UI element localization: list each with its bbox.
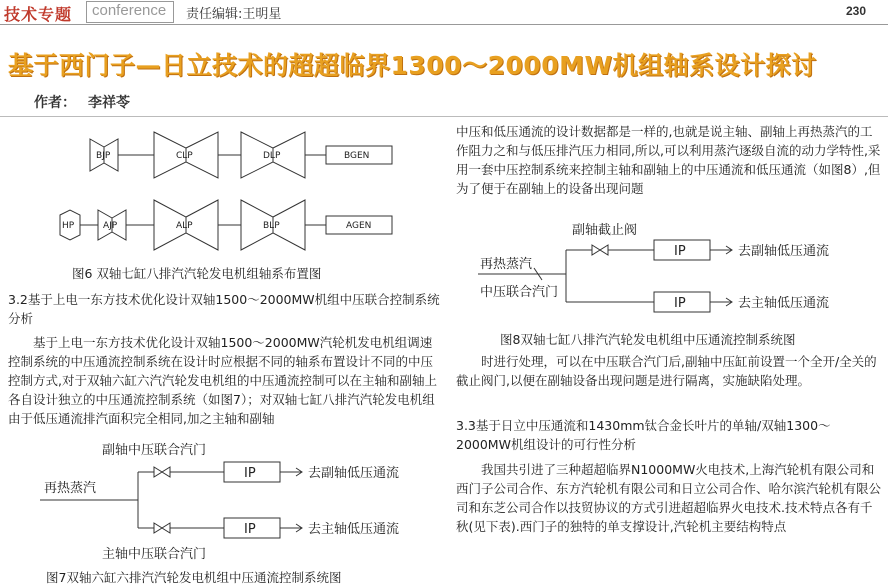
fig8-out2: 去主轴低压通流 xyxy=(738,296,830,311)
fig8-cutoff-valve xyxy=(592,245,600,255)
hp-label: HP xyxy=(62,221,75,231)
figure-8-ip-control xyxy=(474,220,884,328)
section-tag: 技术专题 xyxy=(4,5,73,24)
fig7-bottom-label: 主轴中压联合汽门 xyxy=(102,547,207,562)
section-3-3-body: 我国共引进了三种超超临界N1000MW火电技术,上海汽轮机有限公司和西门子公司合作、东方汽轮机有限公司和日立公司合作、哈尔滨汽轮机有限公司和东芝公司合作以技贸协议的方式引进超超临界火电技术.技术特点各有千秋(见下表).西门子的独特的单支撑设计,汽轮机主要结构特点 xyxy=(456,462,882,534)
right-column-para-2: 时进行处理，可以在中压联合汽门后,副轴中压缸前设置一个全开/全关的截止阀门,以便在副轴设备出现问题是进行隔离，实施缺陷处理。 xyxy=(456,354,877,388)
fig7-left-label: 再热蒸汽 xyxy=(44,481,97,496)
agen-label: AGEN xyxy=(346,221,372,231)
figure-7-ip-control xyxy=(30,440,450,568)
section-3-2-body: 基于上电一东方技术优化设计双轴1500～2000MW汽轮机发电机组调速控制系统的中压通流控制系统在设计时应根据不同的轴系布置设计不同的中压控制方式,对于双轴六缸六汽汽轮发电机组的中压通流控制可以在主轴和副轴上各自设计独立的中压通流控制系统（如图7）；对双轴七缸八排汽汽轮发电机组由于低压通流排汽面积完全相同,加之主轴和副轴 xyxy=(8,335,437,426)
figure-6-caption: 图6 双轴七缸八排汽汽轮发电机组轴系布置图 xyxy=(72,266,322,281)
bjp-label: BJP xyxy=(96,151,111,161)
section-tag-english: conference xyxy=(92,2,167,19)
fig8-top-label: 副轴截止阀 xyxy=(572,223,638,238)
ajp-label: AJP xyxy=(103,221,118,231)
section-3-3-heading: 3.3基于日立中压通流和1430mm钛合金长叶片的单轴/双轴1300～2000MW机组设计的可行性分析 xyxy=(456,418,831,452)
figure-7-caption: 图7双轴六缸六排汽汽轮发电机组中压通流控制系统图 xyxy=(46,570,342,585)
bgen-label: BGEN xyxy=(344,151,370,161)
dlp-label: DLP xyxy=(263,151,281,161)
fig8-ip-bottom: IP xyxy=(674,296,686,311)
article-title: 基于西门子—日立技术的超超临界1300～2000MW机组轴系设计探讨 xyxy=(8,51,817,80)
fig7-out2: 去主轴低压通流 xyxy=(308,522,400,537)
figure-6-shaft-layout xyxy=(56,126,416,260)
fig7-ip-bottom: IP xyxy=(244,522,256,537)
fig7-top-label: 副轴中压联合汽门 xyxy=(102,443,207,458)
fig7-valve-top xyxy=(154,467,162,477)
section-3-2-heading: 3.2基于上电一东方技术优化设计双轴1500～2000MW机组中压联合控制系统分析 xyxy=(8,292,440,326)
fig8-left-label-1: 再热蒸汽 xyxy=(480,257,533,272)
fig8-left-label-2: 中压联合汽门 xyxy=(480,285,559,300)
fig7-out1: 去副轴低压通流 xyxy=(308,466,400,481)
page-number: 230 xyxy=(846,4,867,18)
title-divider xyxy=(0,116,888,117)
author-label: 作者： xyxy=(34,95,76,111)
fig7-ip-top: IP xyxy=(244,466,256,481)
right-column-para-1: 中压和低压通流的设计数据都是一样的,也就是说主轴、副轴上再热蒸汽的工作阻力之和与低压排汽压力相同,所以,可以利用蒸汽逐级自流的动力学特性,采用一套中压控制系统来控制主轴和副轴上的中压通流和低压通流（如图8）,但为了便于在副轴上的设备出现问题 xyxy=(456,124,881,196)
page-header xyxy=(0,0,888,24)
fig8-ip-top: IP xyxy=(674,244,686,259)
fig7-valve-bottom xyxy=(154,523,162,533)
figure-8-caption: 图8双轴七缸八排汽汽轮发电机组中压通流控制系统图 xyxy=(500,332,796,347)
clp-label: CLP xyxy=(176,151,193,161)
header-divider xyxy=(0,24,888,25)
blp-label: BLP xyxy=(263,221,280,231)
editor-credit: 责任编辑:王明星 xyxy=(186,7,282,22)
author-name: 李祥苓 xyxy=(88,95,130,111)
alp-label: ALP xyxy=(176,221,193,231)
fig8-out1: 去副轴低压通流 xyxy=(738,244,830,259)
